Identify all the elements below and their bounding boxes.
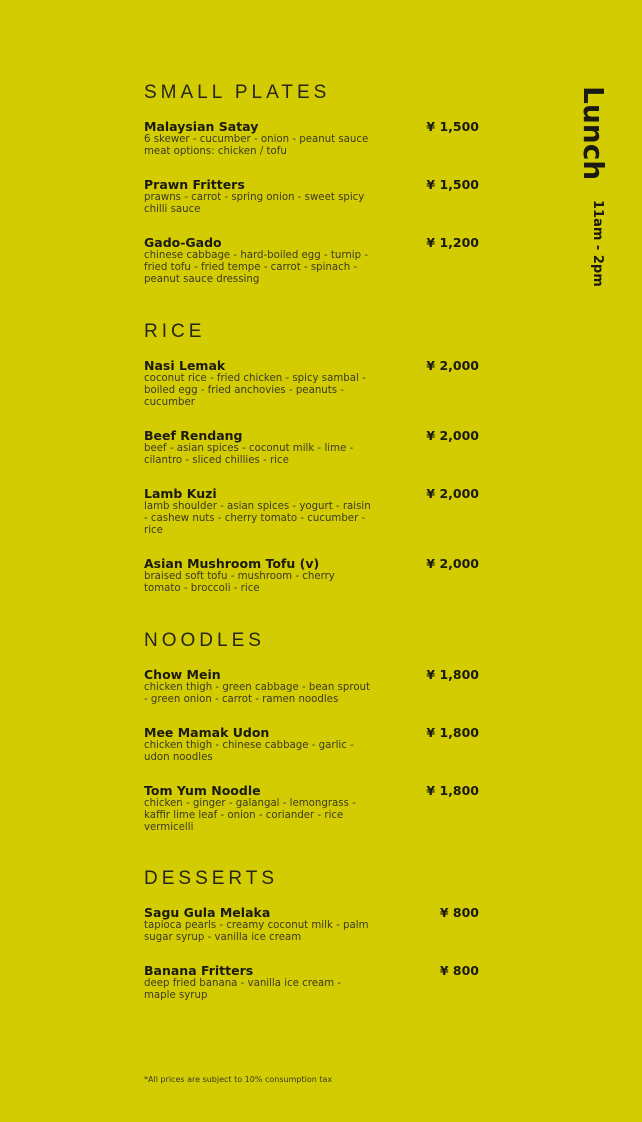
menu-item-list <box>144 120 484 286</box>
menu-item <box>144 236 484 286</box>
item-price: ¥ 2,000 <box>426 428 479 443</box>
item-price: ¥ 1,800 <box>426 783 479 798</box>
item-price: ¥ 1,500 <box>426 119 479 134</box>
menu-title: Lunch <box>577 86 610 181</box>
menu-item <box>144 178 484 216</box>
menu-item <box>144 726 484 764</box>
item-description: 6 skewer - cucumber - onion - peanut sauce meat options: chicken / tofu <box>144 134 369 157</box>
section-title: NOODLES <box>144 630 265 651</box>
item-description: lamb shoulder - asian spices - yogurt - raisin - cashew nuts - cherry tomato - cucumber - rice <box>144 501 371 536</box>
menu-item <box>144 120 484 158</box>
menu-item <box>144 784 484 834</box>
menu-item-list <box>144 906 484 1002</box>
item-description: braised soft tofu - mushroom - cherry tomato - broccoli - rice <box>144 571 335 594</box>
section-noodles <box>144 631 484 854</box>
item-description: chinese cabbage - hard-boiled egg - turnip - fried tofu - fried tempe - carrot - spinach - peanut sauce dressing <box>144 250 369 285</box>
item-description: tapioca pearls - creamy coconut milk - palm sugar syrup - vanilla ice cream <box>144 920 369 943</box>
item-price: ¥ 800 <box>439 963 479 978</box>
item-name: Beef Rendang <box>144 428 243 443</box>
section-title: RICE <box>144 321 206 342</box>
item-price: ¥ 1,800 <box>426 725 479 740</box>
item-price: ¥ 2,000 <box>426 486 479 501</box>
item-name: Lamb Kuzi <box>144 486 217 501</box>
section-rice <box>144 322 484 615</box>
item-price: ¥ 2,000 <box>426 556 479 571</box>
item-name: Tom Yum Noodle <box>144 783 261 798</box>
item-description: chicken - ginger - galangal - lemongrass - kaffir lime leaf - onion - coriander - rice vermicelli <box>144 798 356 833</box>
item-name: Chow Mein <box>144 667 221 682</box>
section-title: SMALL PLATES <box>144 82 331 103</box>
menu-item <box>144 668 484 706</box>
menu-item <box>144 359 484 409</box>
item-price: ¥ 1,200 <box>426 235 479 250</box>
item-name: Asian Mushroom Tofu (v) <box>144 556 320 571</box>
item-price: ¥ 2,000 <box>426 358 479 373</box>
item-name: Malaysian Satay <box>144 119 259 134</box>
item-price: ¥ 1,500 <box>426 177 479 192</box>
item-description: chicken thigh - green cabbage - bean sprout - green onion - carrot - ramen noodles <box>144 682 371 705</box>
menu-hours: 11am - 2pm <box>590 200 605 287</box>
item-description: chicken thigh - chinese cabbage - garlic - udon noodles <box>144 740 354 763</box>
menu-item-list <box>144 668 484 834</box>
menu-item-list <box>144 359 484 595</box>
item-price: ¥ 800 <box>439 905 479 920</box>
item-name: Nasi Lemak <box>144 358 226 373</box>
menu-item <box>144 906 484 944</box>
menu-item <box>144 964 484 1002</box>
section-title: DESSERTS <box>144 868 279 889</box>
item-name: Prawn Fritters <box>144 177 245 192</box>
menu-item <box>144 429 484 467</box>
section-desserts <box>144 869 484 1022</box>
item-name: Sagu Gula Melaka <box>144 905 271 920</box>
item-name: Mee Mamak Udon <box>144 725 270 740</box>
section-small-plates <box>144 83 484 306</box>
item-description: deep fried banana - vanilla ice cream - maple syrup <box>144 978 342 1001</box>
item-name: Banana Fritters <box>144 963 254 978</box>
item-description: beef - asian spices - coconut milk - lime - cilantro - sliced chillies - rice <box>144 443 354 466</box>
tax-footnote: *All prices are subject to 10% consumption tax <box>144 1075 333 1084</box>
item-description: prawns - carrot - spring onion - sweet spicy chilli sauce <box>144 192 365 215</box>
item-name: Gado-Gado <box>144 235 222 250</box>
menu-item <box>144 557 484 595</box>
menu-item <box>144 487 484 537</box>
item-price: ¥ 1,800 <box>426 667 479 682</box>
item-description: coconut rice - fried chicken - spicy sambal - boiled egg - fried anchovies - peanuts - cucumber <box>144 373 366 408</box>
